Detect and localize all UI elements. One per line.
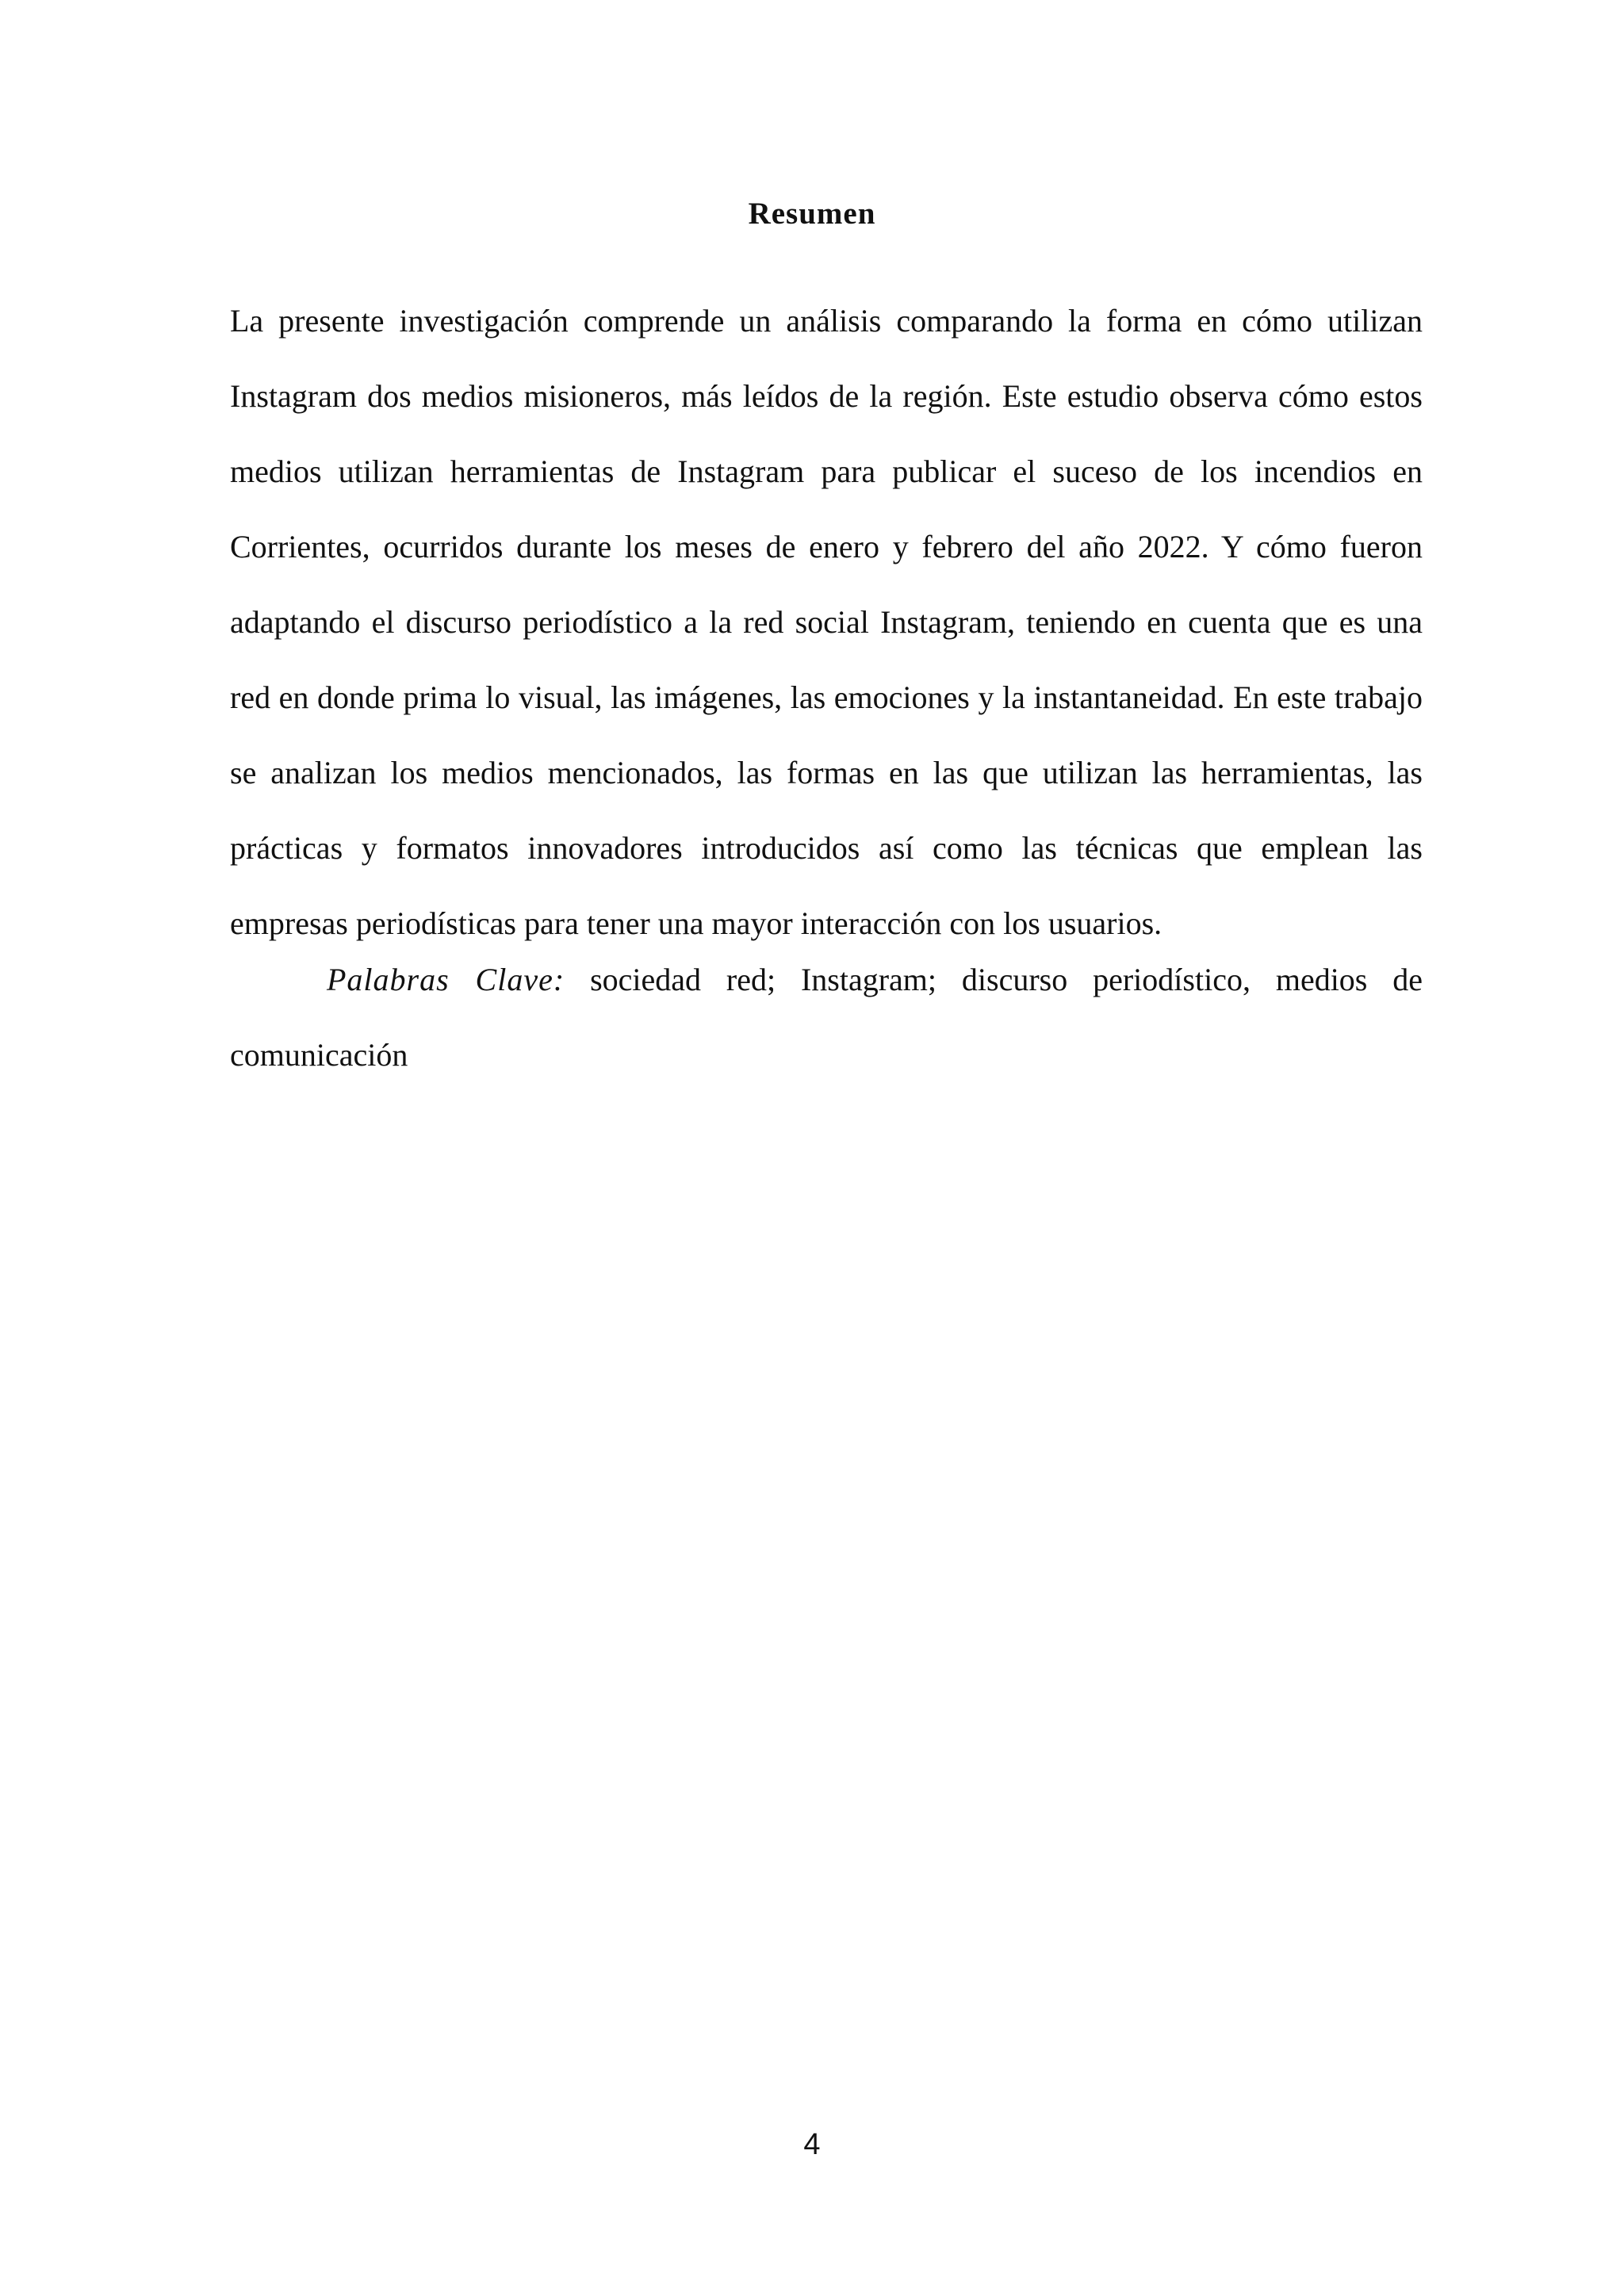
section-title: Resumen <box>748 197 876 231</box>
keywords-label: Palabras Clave: <box>327 962 565 997</box>
abstract-paragraph: La presente investigación comprende un análisis comparando la forma en cómo utilizan Instagram dos medios misioneros, más leídos de la región. Este estudio observa cómo estos medios utilizan herramientas de Instagram para publicar el suceso de los incendios en Corrientes, ocurridos durante los meses de enero y febrero del año 2022. Y cómo fueron adaptando el discurso periodístico a la red social Instagram, teniendo en cuenta que es una red en donde prima lo visual, las imágenes, las emociones y la instantaneidad. En este trabajo se analizan los medios mencionados, las formas en las que utilizan las herramientas, las prácticas y formatos innovadores introducidos así como las técnicas que emplean las empresas periodísticas para tener una mayor interacción con los usuarios. <box>230 303 1423 941</box>
keywords-list: sociedad red; Instagram; discurso periodístico, medios de comunicación <box>230 962 1423 1073</box>
keywords-paragraph <box>230 942 1423 1093</box>
page-number: 4 <box>803 2128 821 2161</box>
